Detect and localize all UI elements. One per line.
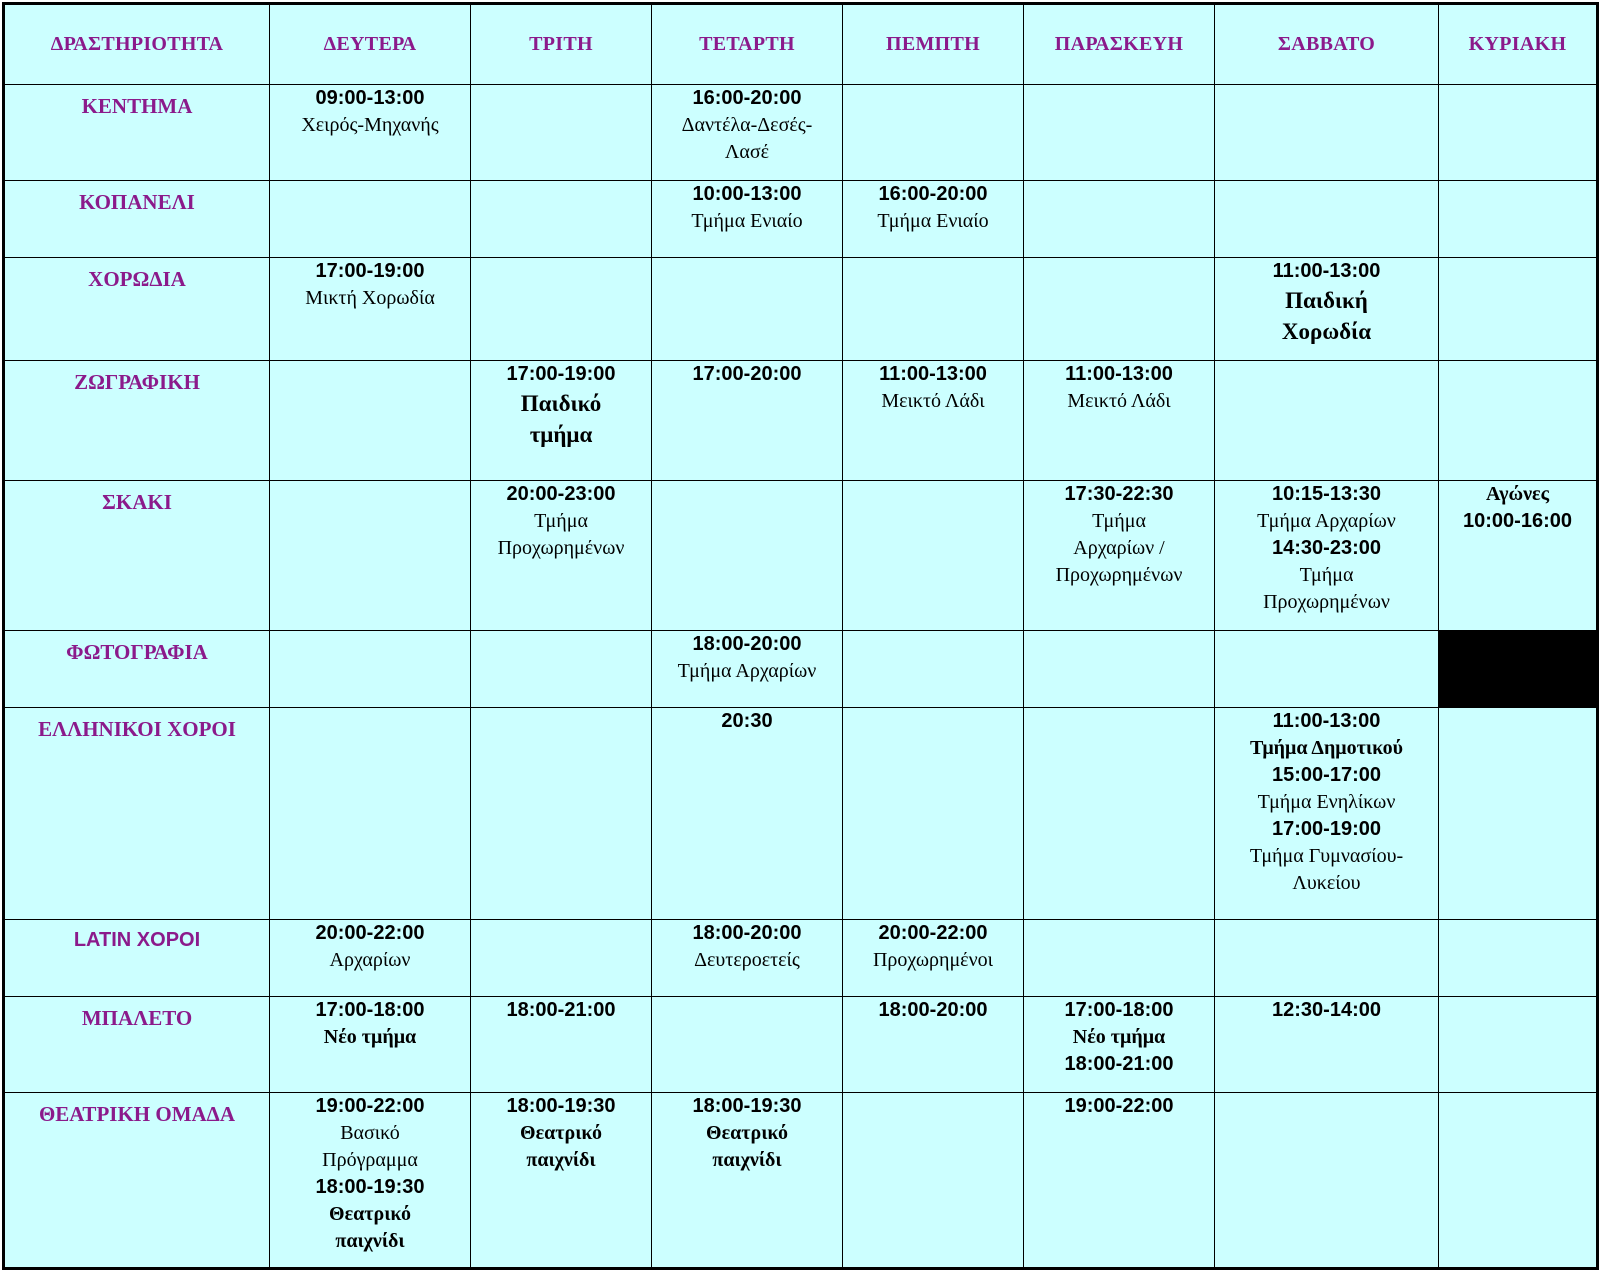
activity-name: ΧΟΡΩΔΙΑ [4,258,270,361]
time-slot: 17:00-20:00 [692,363,802,386]
cell-sunday [1439,920,1598,997]
row-theatre-group [4,1092,1598,1268]
cell-tuesday [471,1092,652,1268]
time-slot: 11:00-13:00 [1065,363,1173,386]
slot-description: Τμήμα Αρχαρίων [677,659,817,682]
slot-description: Τμήμα Ενηλίκων [1257,791,1396,814]
cell-sunday [1439,85,1598,181]
cell-saturday [1215,630,1439,707]
time-slot: 18:00-19:30 [506,1094,616,1117]
cell-tuesday [471,997,652,1092]
activity-name: ΣΚΑΚΙ [4,480,270,630]
cell-friday [1024,258,1215,361]
cell-sunday [1439,997,1598,1092]
slot-description: Τμήμα Αρχαρίων [1257,509,1396,532]
cell-thursday [843,997,1024,1092]
slot-description: Δαντέλα-Δεσές- [681,114,813,136]
slot-description: Δευτεροετείς [694,949,800,972]
header-day-saturday: ΣΑΒΒΑΤΟ [1215,4,1439,85]
cell-wednesday [652,708,843,920]
cell-thursday [843,920,1024,997]
time-slot: 17:30-22:30 [1064,482,1174,505]
header-day-friday: ΠΑΡΑΣΚΕΥΗ [1024,4,1215,85]
row-ballet [4,997,1598,1092]
header-day-wednesday: ΤΕΤΑΡΤΗ [652,4,843,85]
time-slot: 17:00-18:00 [1064,999,1174,1022]
time-slot: 16:00-20:00 [692,87,802,109]
cell-wednesday [652,361,843,480]
time-slot: 17:00-18:00 [315,999,425,1022]
cell-friday [1024,920,1215,997]
time-slot: 20:30 [721,710,773,733]
slot-description: Μικτή Χορωδία [305,287,435,310]
slot-description: Θεατρικό [329,1202,411,1225]
slot-description: Πρόγραμμα [322,1148,418,1171]
slot-description: Προχωρημένοι [872,949,993,972]
cell-friday [1024,480,1215,630]
cell-saturday [1215,361,1439,480]
time-slot: 10:15-13:30 [1272,482,1381,505]
cell-saturday [1215,708,1439,920]
cell-sunday [1439,181,1598,258]
slot-description: Νέο τμήμα [323,1026,417,1049]
cell-saturday [1215,181,1439,258]
cell-thursday [843,85,1024,181]
cell-thursday [843,1092,1024,1268]
cell-monday [270,630,471,707]
activity-name: ΚΕΝΤΗΜΑ [4,85,270,181]
header-day-thursday: ΠΕΜΠΤΗ [843,4,1024,85]
activity-name: ΕΛΛΗΝΙΚΟΙ ΧΟΡΟΙ [4,708,270,920]
cell-sunday [1439,480,1598,630]
slot-description: Νέο τμήμα [1072,1026,1166,1049]
slot-description: παιχνίδι [712,1148,782,1171]
activity-name: ΘΕΑΤΡΙΚΗ ΟΜΑΔΑ [4,1092,270,1268]
cell-wednesday [652,258,843,361]
cell-monday [270,258,471,361]
slot-description: Τμήμα Ενιαίο [877,210,989,233]
time-slot: 15:00-17:00 [1272,764,1381,787]
cell-wednesday [652,997,843,1092]
cell-wednesday [652,181,843,258]
slot-description: Προχωρημένων [497,536,625,559]
header-activity: ΔΡΑΣΤΗΡΙΟΤΗΤΑ [4,4,270,85]
cell-friday [1024,361,1215,480]
cell-thursday [843,361,1024,480]
time-slot: 10:00-13:00 [692,183,802,206]
time-slot: 17:00-19:00 [506,363,616,386]
time-slot: 14:30-23:00 [1272,536,1381,559]
slot-description: Χορωδία [1281,319,1372,345]
cell-sunday-blacked-out [1439,630,1598,707]
slot-description: Τμήμα Δημοτικού [1250,737,1403,760]
cell-saturday [1215,85,1439,181]
cell-monday [270,85,471,181]
cell-tuesday [471,480,652,630]
slot-description: Παιδική [1285,288,1368,314]
cell-friday [1024,630,1215,707]
slot-description: Τμήμα Ενιαίο [691,210,803,233]
time-slot: 17:00-19:00 [315,260,425,283]
cell-wednesday [652,1092,843,1268]
time-slot: 16:00-20:00 [878,183,988,206]
header-day-monday: ΔΕΥΤΕΡΑ [270,4,471,85]
row-latin-dances [4,920,1598,997]
cell-saturday [1215,1092,1439,1268]
time-slot: 10:00-16:00 [1463,509,1572,532]
cell-tuesday [471,708,652,920]
time-slot: 18:00-21:00 [506,999,616,1022]
time-slot: 19:00-22:00 [1064,1094,1174,1117]
cell-saturday [1215,480,1439,630]
time-slot: 11:00-13:00 [1272,710,1381,733]
row-embroidery [4,85,1598,181]
slot-description: Θεατρικό [706,1121,788,1144]
activity-name: LATIN ΧΟΡΟΙ [4,920,270,997]
slot-description: Προχωρημένων [1055,563,1183,586]
cell-sunday [1439,1092,1598,1268]
cell-friday [1024,708,1215,920]
slot-description: Αρχαρίων / [1073,536,1165,559]
row-painting [4,361,1598,480]
row-bobbin-lace [4,181,1598,258]
activity-name: ΜΠΑΛΕΤΟ [4,997,270,1092]
time-slot: 20:00-22:00 [315,922,425,945]
header-day-sunday: ΚΥΡΙΑΚΗ [1439,4,1598,85]
cell-friday [1024,181,1215,258]
slot-description: Λασέ [724,141,770,163]
cell-thursday [843,258,1024,361]
cell-friday [1024,1092,1215,1268]
time-slot: 18:00-20:00 [692,922,802,945]
cell-wednesday [652,920,843,997]
cell-tuesday [471,361,652,480]
slot-description: Αγώνες [1485,482,1550,505]
slot-description: Τμήμα [1299,563,1354,586]
cell-monday [270,1092,471,1268]
slot-description: Τμήμα Γυμνασίου- [1249,845,1404,868]
cell-thursday [843,630,1024,707]
cell-monday [270,181,471,258]
slot-description: Χειρός-Μηχανής [301,114,439,136]
cell-sunday [1439,708,1598,920]
cell-wednesday [652,630,843,707]
time-slot: 11:00-13:00 [879,363,987,386]
row-choir [4,258,1598,361]
slot-description: παιχνίδι [526,1148,596,1171]
cell-thursday [843,708,1024,920]
cell-sunday [1439,361,1598,480]
slot-description: Τμήμα [534,509,588,532]
cell-tuesday [471,920,652,997]
cell-thursday [843,181,1024,258]
time-slot: 12:30-14:00 [1272,999,1381,1022]
cell-saturday [1215,258,1439,361]
time-slot: 18:00-19:30 [315,1175,425,1198]
slot-description: Βασικό [340,1121,400,1144]
cell-saturday [1215,920,1439,997]
slot-description: Μεικτό Λάδι [1067,390,1171,413]
time-slot: 18:00-19:30 [692,1094,802,1117]
time-slot: 17:00-19:00 [1272,818,1381,841]
slot-description: Αρχαρίων [329,949,411,972]
cell-saturday [1215,997,1439,1092]
cell-monday [270,997,471,1092]
time-slot: 18:00-21:00 [1064,1053,1174,1076]
activity-name: ΖΩΓΡΑΦΙΚΗ [4,361,270,480]
activity-name: ΚΟΠΑΝΕΛΙ [4,181,270,258]
cell-monday [270,708,471,920]
activity-name: ΦΩΤΟΓΡΑΦΙΑ [4,630,270,707]
cell-monday [270,480,471,630]
slot-description: Μεικτό Λάδι [881,390,985,413]
time-slot: 09:00-13:00 [315,87,425,109]
row-greek-dances [4,708,1598,920]
row-photography [4,630,1598,707]
time-slot: 20:00-23:00 [506,482,616,505]
cell-tuesday [471,258,652,361]
slot-description: παιχνίδι [335,1229,405,1252]
cell-wednesday [652,85,843,181]
slot-description: τμήμα [529,422,593,448]
cell-tuesday [471,181,652,258]
cell-sunday [1439,258,1598,361]
time-slot: 20:00-22:00 [878,922,988,945]
header-row [4,4,1598,85]
time-slot: 18:00-20:00 [878,999,988,1022]
cell-friday [1024,85,1215,181]
weekly-schedule-table [2,2,1599,1270]
slot-description: Παιδικό [520,391,602,417]
cell-wednesday [652,480,843,630]
slot-description: Θεατρικό [520,1121,602,1144]
row-chess [4,480,1598,630]
cell-friday [1024,997,1215,1092]
slot-description: Λυκείου [1292,872,1361,895]
cell-tuesday [471,85,652,181]
cell-thursday [843,480,1024,630]
cell-monday [270,920,471,997]
slot-description: Προχωρημένων [1263,590,1390,613]
header-day-tuesday: ΤΡΙΤΗ [471,4,652,85]
time-slot: 19:00-22:00 [315,1094,425,1117]
time-slot: 11:00-13:00 [1272,260,1381,283]
slot-description: Τμήμα [1092,509,1146,532]
cell-tuesday [471,630,652,707]
cell-monday [270,361,471,480]
time-slot: 18:00-20:00 [692,632,802,655]
